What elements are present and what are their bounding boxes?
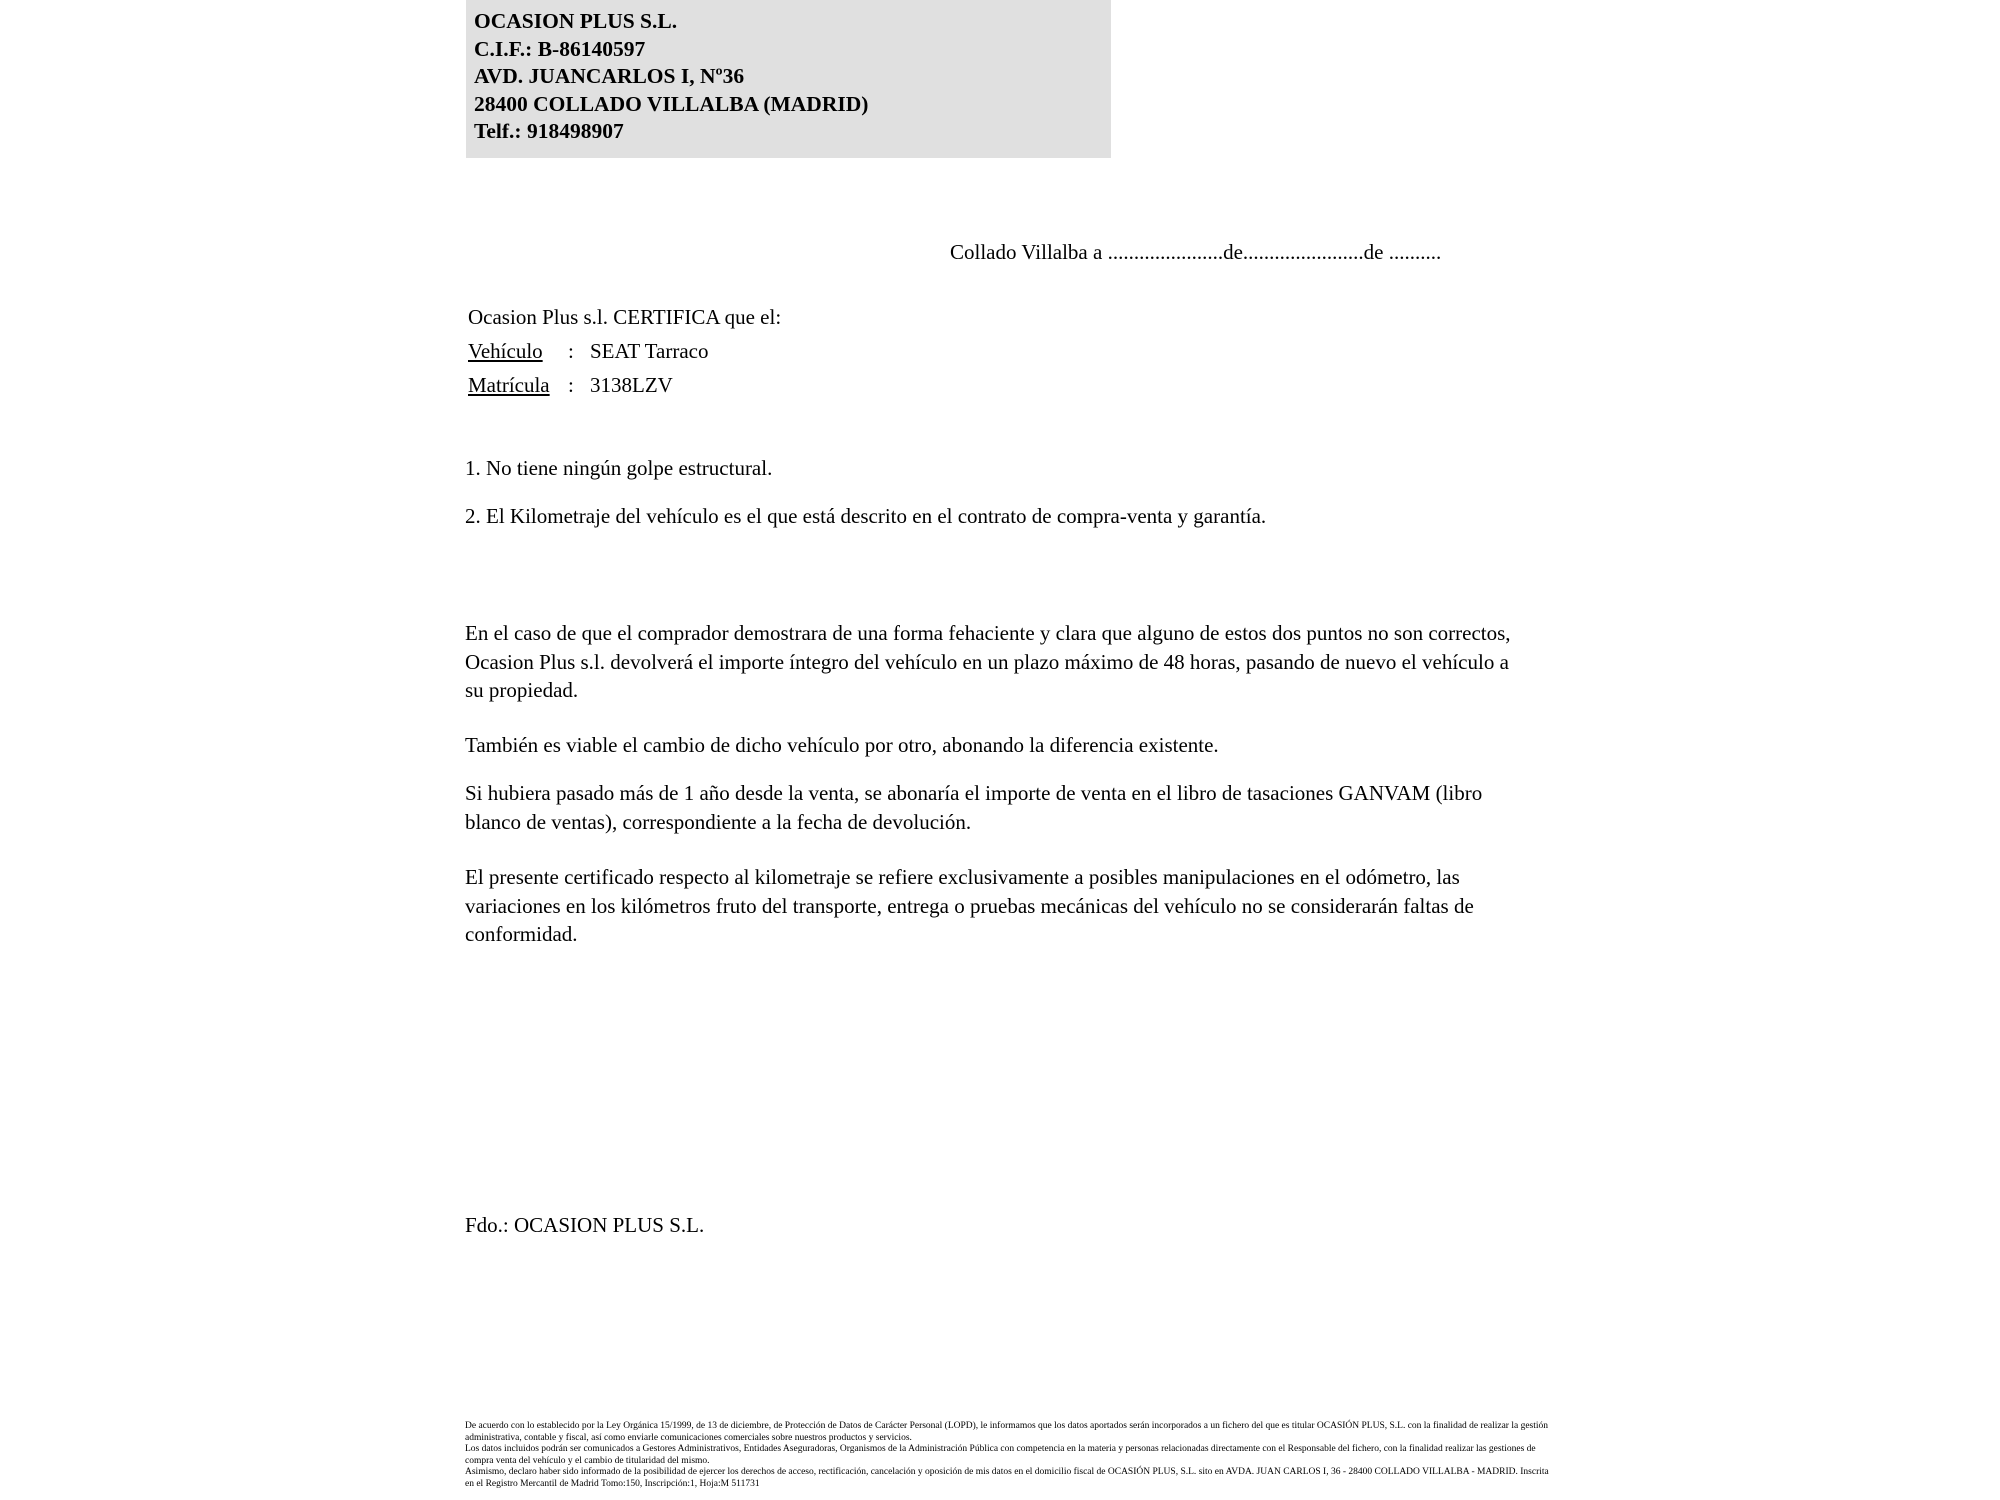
paragraph-odometer-scope: El presente certificado respecto al kilometraje se refiere exclusivamente a posibles manipulaciones en el odómetro, las variaciones en los kilómetros fruto del transporte, entrega o pruebas mecánicas del vehículo no se considerarán faltas de conformidad. xyxy=(465,865,1474,946)
legal-paragraph-1: De acuerdo con lo establecido por la Ley Orgánica 15/1999, de 13 de diciembre, de Protección de Datos de Carácter Personal (LOPD), le informamos que los datos aportados serán incorporados a un fichero del que es titular OCASIÓN PLUS, S.L. con la finalidad de realizar la gestión administrativa, contable y fiscal, así como enviarle comunicaciones comerciales sobre nuestros productos y servicios. xyxy=(465,1421,1549,1443)
legal-paragraph-2: Los datos incluidos podrán ser comunicados a Gestores Administrativos, Entidades Aseguradoras, Organismos de la Administración Pública con competencia en la materia y personas relacionadas directamente con el Responsable del fichero, con la finalidad realizar las gestiones de compra venta del vehículo y el cambio de titularidad del mismo. xyxy=(465,1444,1536,1466)
company-cif: C.I.F.: B-86140597 xyxy=(474,36,646,61)
legal-footer xyxy=(465,1421,1560,1491)
company-name: OCASION PLUS S.L. xyxy=(474,9,678,33)
plate-value: 3138LZV xyxy=(590,373,673,397)
paragraph-after-one-year: Si hubiera pasado más de 1 año desde la venta, se abonaría el importe de venta en el libro de tasaciones GANVAM (libro blanco de ventas), correspondiente a la fecha de devolución. xyxy=(465,781,1483,834)
plate-separator: : xyxy=(568,373,574,397)
certifica-text: Ocasion Plus s.l. CERTIFICA que el: xyxy=(468,305,782,329)
vehicle-label: Vehículo xyxy=(468,339,543,363)
place-and-date-line: Collado Villalba a ......................de.......................de .......... xyxy=(950,240,1442,264)
company-address-street: AVD. JUANCARLOS I, Nº36 xyxy=(474,64,745,88)
statement-item-2: 2. El Kilometraje del vehículo es el que está descrito en el contrato de compra-venta y garantía. xyxy=(465,504,1267,528)
statement-item-1: 1. No tiene ningún golpe estructural. xyxy=(465,456,773,480)
company-header-block xyxy=(466,0,1111,158)
company-phone: Telf.: 918498907 xyxy=(474,119,624,143)
plate-row xyxy=(468,368,781,402)
paragraph-vehicle-exchange: También es viable el cambio de dicho vehículo por otro, abonando la diferencia existente. xyxy=(465,733,1219,757)
vehicle-row xyxy=(468,334,781,368)
legal-paragraph-3: Asimismo, declaro haber sido informado de la posibilidad de ejercer los derechos de acceso, rectificación, cancelación y oposición de mis datos en el domicilio fiscal de OCASIÓN PLUS, S.L. sito en AVDA. JUAN CARLOS I, 36 - 28400 COLLADO VILLALBA - MADRID. Inscrita en el Registro Mercantil de Madrid Tomo:150, Inscripción:1, Hoja:M 511731 xyxy=(465,1467,1549,1489)
vehicle-value: SEAT Tarraco xyxy=(590,339,709,363)
paragraph-refund-conditions: En el caso de que el comprador demostrara de una forma fehaciente y clara que alguno de estos dos puntos no son correctos, Ocasion Plus s.l. devolverá el importe íntegro del vehículo en un plazo máximo de 48 horas, pasando de nuevo el vehículo a su propiedad. xyxy=(465,621,1511,702)
vehicle-separator: : xyxy=(568,339,574,363)
company-address-city: 28400 COLLADO VILLALBA (MADRID) xyxy=(474,91,869,116)
plate-label: Matrícula xyxy=(468,373,550,397)
signature-line: Fdo.: OCASION PLUS S.L. xyxy=(465,1213,705,1237)
certificate-intro-block xyxy=(468,300,781,402)
